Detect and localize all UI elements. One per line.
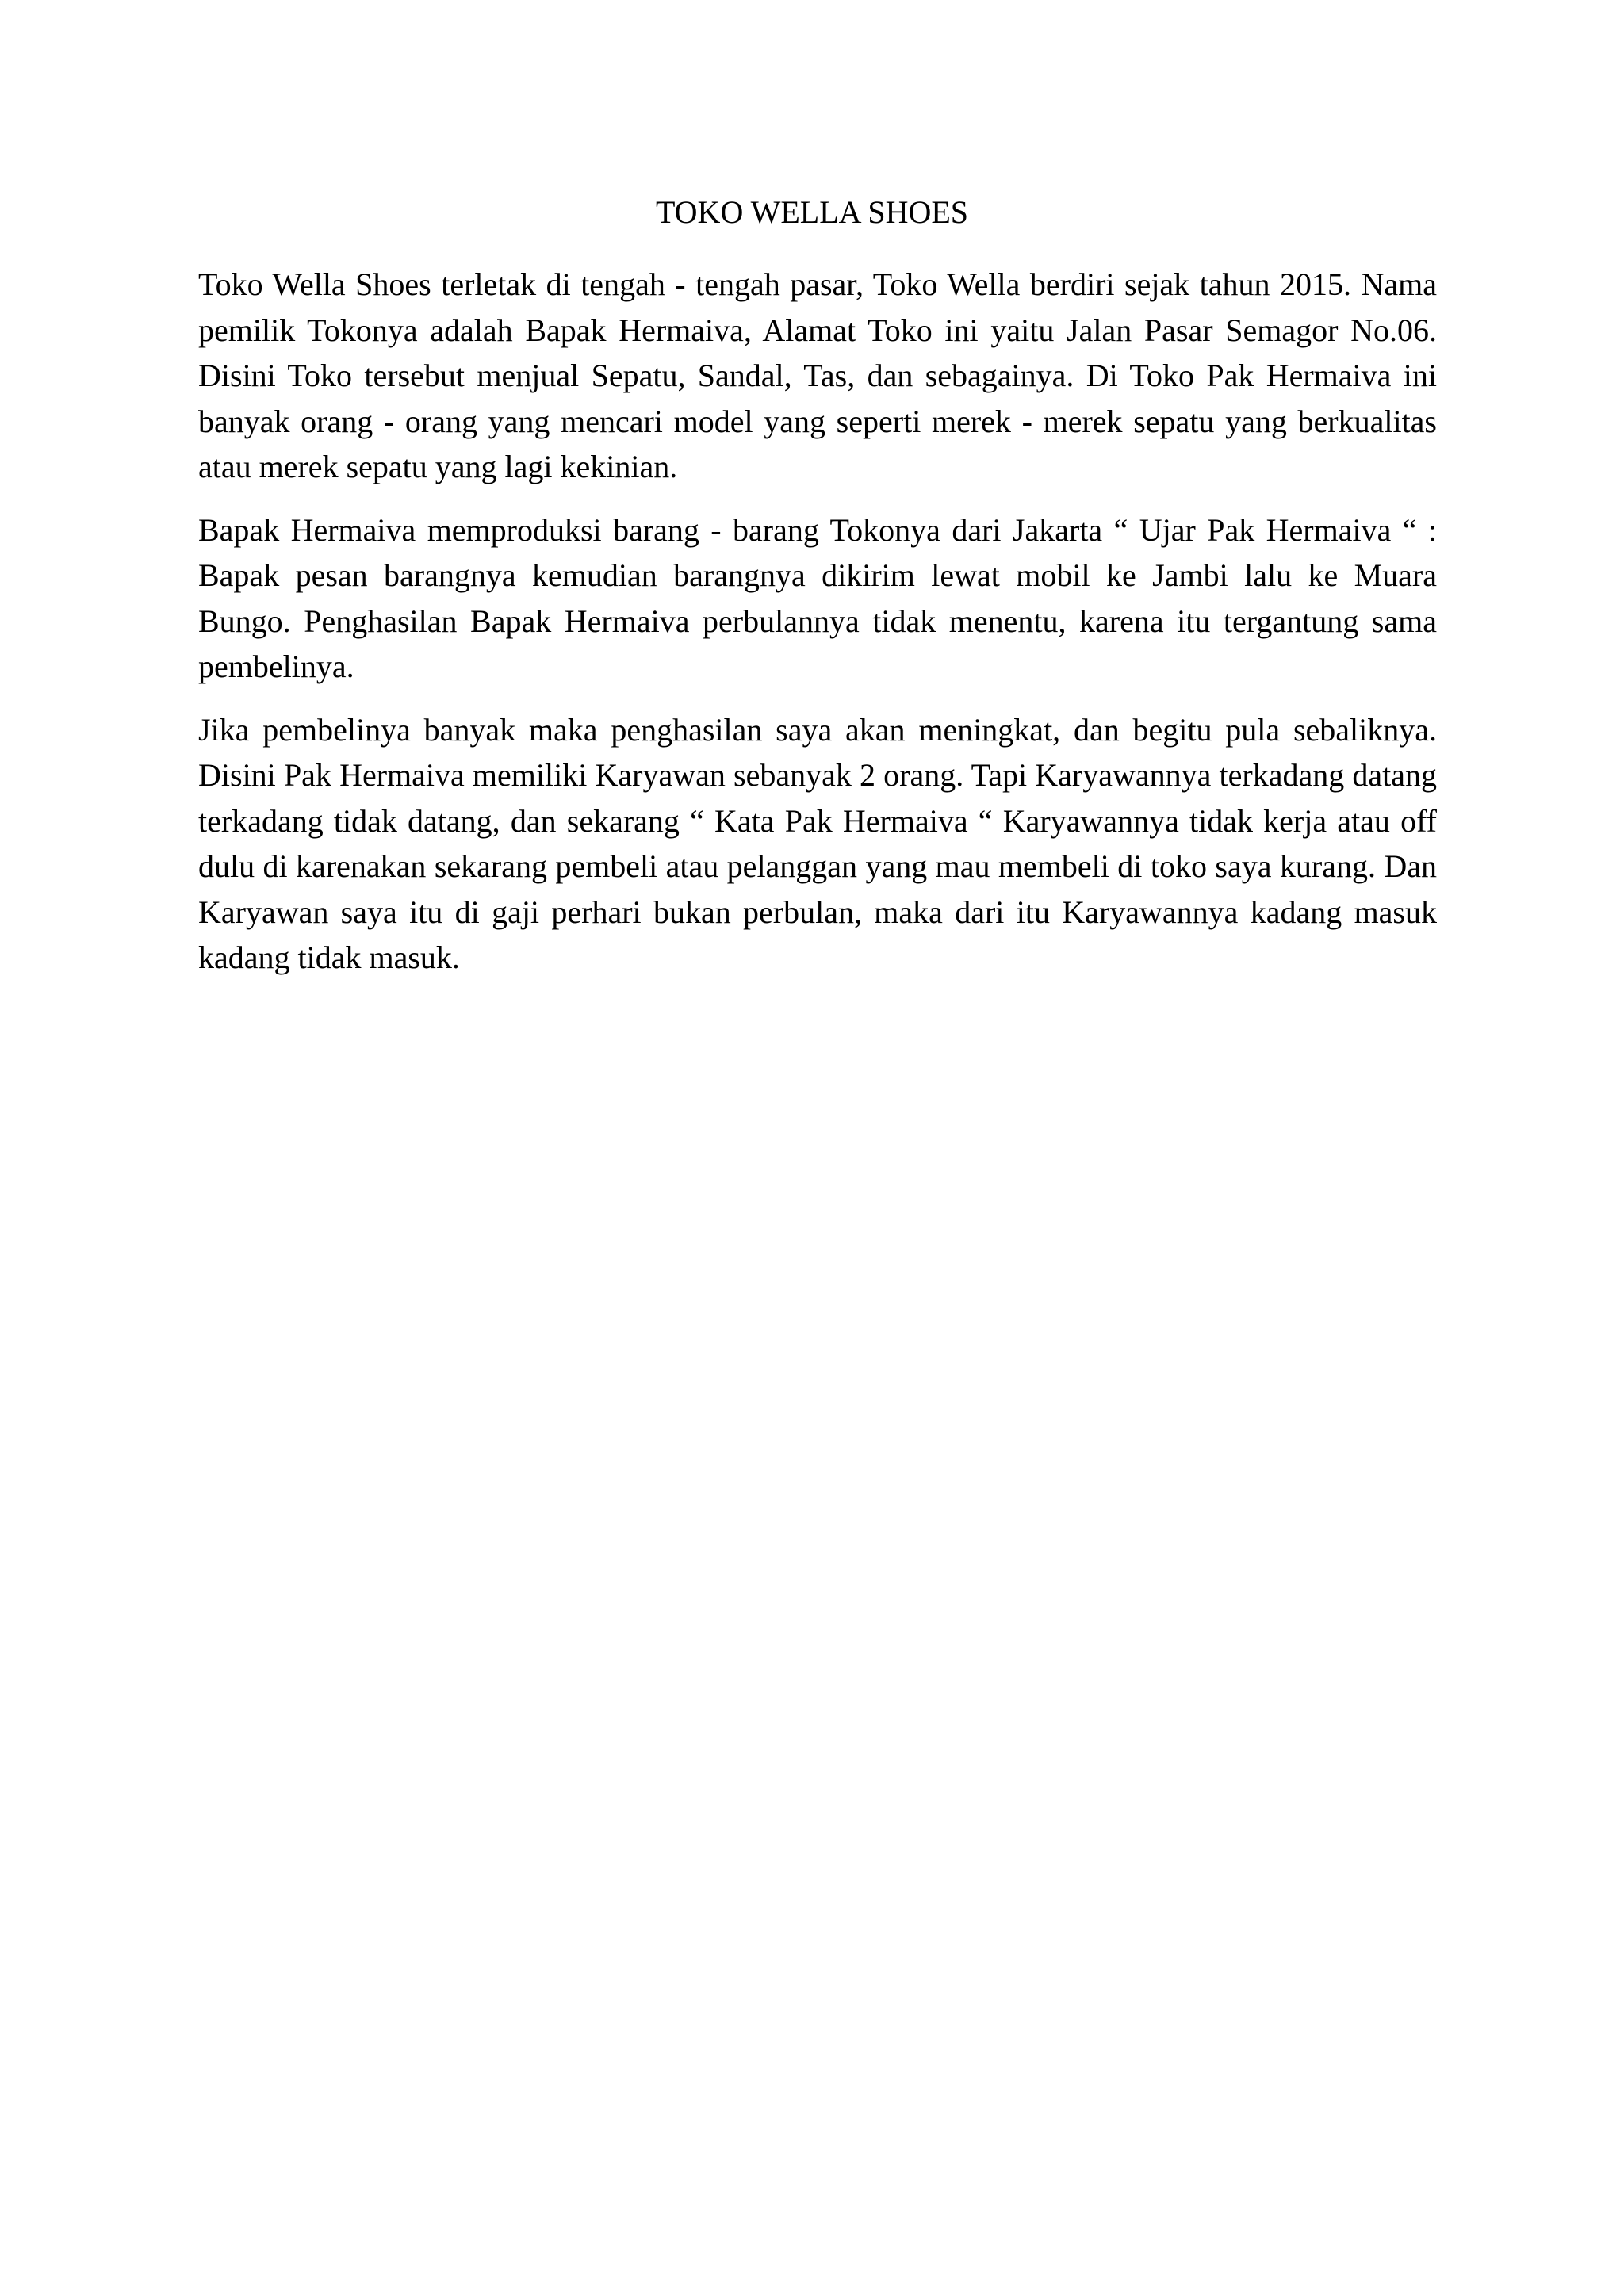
- paragraph-1: Toko Wella Shoes terletak di tengah - tengah pasar, Toko Wella berdiri sejak tahun 2015. Nama pemilik Tokonya adalah Bapak Hermaiva, Alamat Toko ini yaitu Jalan Pasar Semagor No.06. Disini Toko tersebut menjual Sepatu, Sandal, Tas, dan sebagainya. Di Toko Pak Hermaiva ini banyak orang - orang yang mencari model yang seperti merek - merek sepatu yang berkualitas atau merek sepatu yang lagi kekinian.: [198, 266, 1437, 484]
- document-title: TOKO WELLA SHOES: [655, 194, 969, 230]
- paragraph-3: Jika pembelinya banyak maka penghasilan saya akan meningkat, dan begitu pula sebaliknya. Disini Pak Hermaiva memiliki Karyawan sebanyak 2 orang. Tapi Karyawannya terkadang datang terkadang tidak datang, dan sekarang “ Kata Pak Hermaiva “ Karyawannya tidak kerja atau off dulu di karenakan sekarang pembeli atau pelanggan yang mau membeli di toko saya kurang. Dan Karyawan saya itu di gaji perhari bukan perbulan, maka dari itu Karyawannya kadang masuk kadang tidak masuk.: [198, 711, 1437, 975]
- paragraph-2: Bapak Hermaiva memproduksi barang - barang Tokonya dari Jakarta “ Ujar Pak Hermaiva “ : Bapak pesan barangnya kemudian barangnya dikirim lewat mobil ke Jambi lalu ke Muara Bungo. Penghasilan Bapak Hermaiva perbulannya tidak menentu, karena itu tergantung sama pembelinya.: [198, 511, 1437, 684]
- document-body: [198, 262, 1437, 998]
